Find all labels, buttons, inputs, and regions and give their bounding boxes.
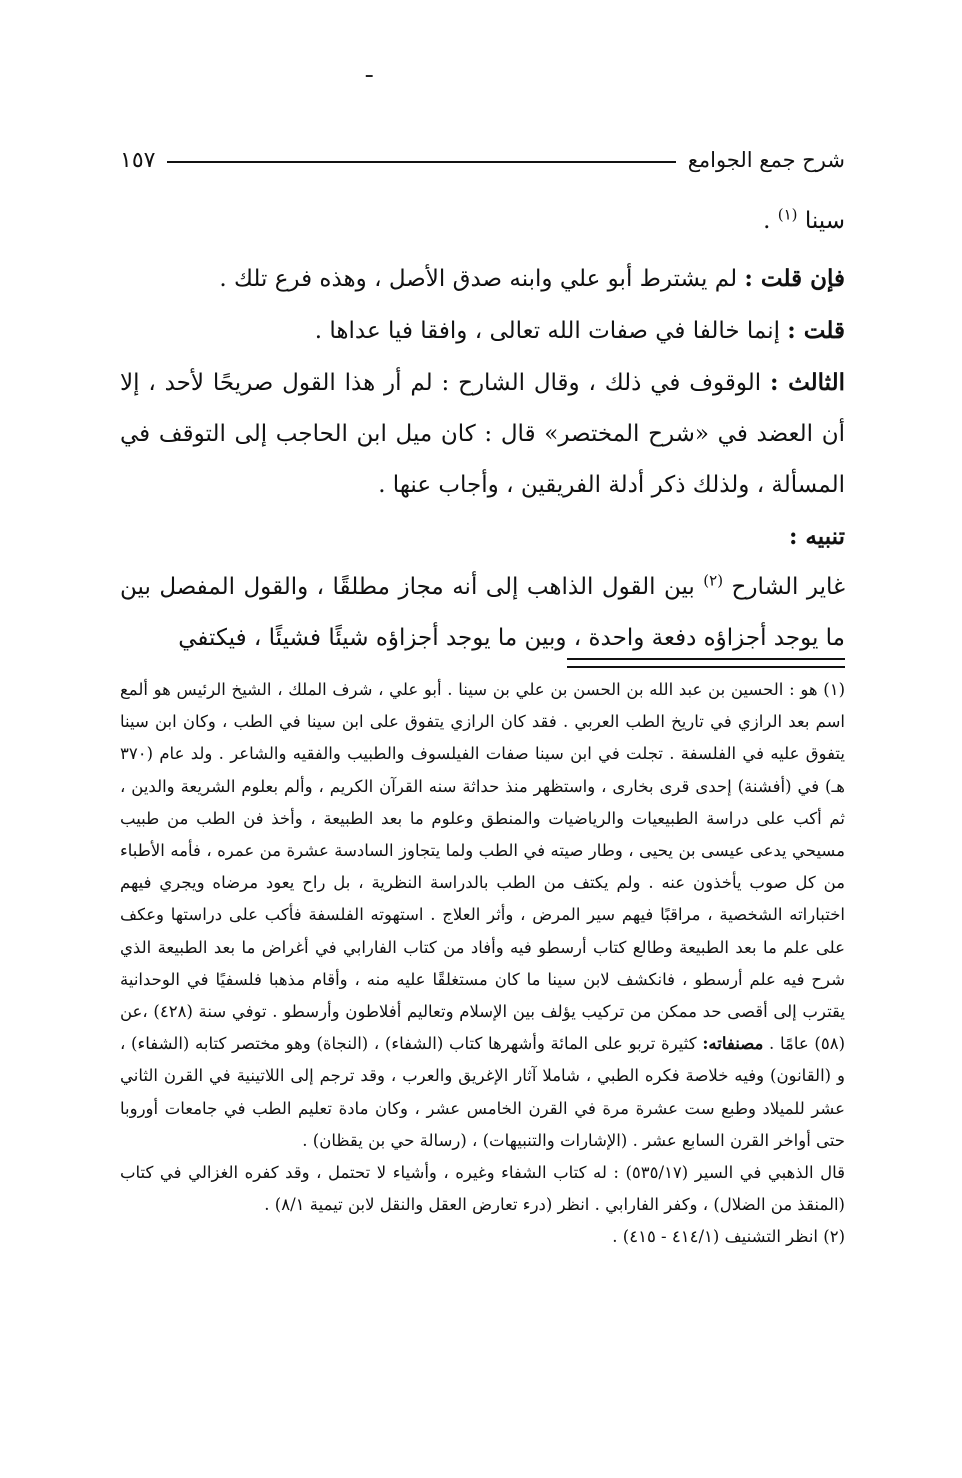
section-heading: تنبيه : (788, 523, 845, 550)
footnote-ref-1: (١) (777, 205, 798, 224)
footnote-ref-2: (٢) (703, 571, 724, 590)
footnote-1-text-a: (١) هو : الحسين بن عبد الله بن الحسن بن علي بن سينا . أبو علي ، شرف الملك ، الشيخ الرئيس هو ألمع اسم بعد الرازي في تاريخ الطب العربي . فقد كان الرازي يتفوق على ابن سينا في الطب ، وكان ابن سينا يتفوق عليه في الفلسفة . تجلت في ابن سينا صفات الفيلسوف والطبيب والفقيه والشاعر . ولد عام (٣٧٠ هـ) في (أفشنة) إحدى قرى بخارى ، واستظهر منذ حداثة سنه القرآن الكريم ، وألم بعلوم الشريعة والدين ، ثم أكب على دراسة الطبيعيات والرياضيات والمنطق وعلوم ما بعد الطبيعة ، وأخذ فن الطب من طبيب مسيحي يدعى عيسى بن يحيى ، وطار صيته في الطب ولما يتجاوز السادسة عشرة من عمره ، فأمه الأطباء من كل صوب يأخذون عنه . ولم يكتف من الطب بالدراسة النظرية ، بل راح يعود مرضاه ويجري فيهم اختباراته الشخصية ، مراقبًا فيهم سير المرض ، وأثر العلاج . استهوته الفلسفة فأكب على دراستها وعكف على علم ما بعد الطبيعة وطالع كتاب أرسطو فيه وأفاد من كتاب الفارابي في أغراض ما بعد الطبيعة الذي شرح فيه علم أرسطو ، فانكشف لابن سينا ما كان مستغلقًا عليه منه ، وأقام مذهبا فلسفيًا في الوحدانية يقترب إلى أقصى حد ممكن من تركيب يؤلف بين الإسلام وتعاليم أفلاطون وأرسطو . توفي سنة (٤٢٨) ،عن (٥٨) عامًا . (120, 680, 845, 1054)
paragraph-2-text: لم يشترط أبو علي وابنه صدق الأصل ، وهذه فرع تلك . (219, 266, 738, 292)
paragraph-1-tail: . (763, 208, 771, 234)
footnotes (120, 674, 845, 1254)
paragraph-1-text: سينا (804, 208, 845, 234)
paragraph-6-text-a: غاير الشارح (731, 574, 845, 600)
footnote-separator (567, 658, 845, 668)
paragraph-6 (120, 562, 845, 664)
paragraph-2-label: فإن قلت : (744, 265, 845, 292)
paragraph-4-label: الثالث : (770, 369, 846, 396)
paragraph-6-text-b: بين القول الذاهب إلى أنه مجاز مطلقًا ، والقول المفصل بين ما يوجد أجزاؤه دفعة واحدة ، وبين ما يوجد أجزاؤه شيئًا فشيئًا ، فيكتفي (120, 574, 845, 651)
paragraph-4 (120, 357, 845, 511)
footnote-2: (٢) انظر التشنيف (٤١٤/١ - ٤١٥) . (612, 1227, 845, 1247)
paragraph-3 (120, 305, 845, 357)
paragraph-2 (120, 253, 845, 305)
footnote-1-continued: قال الذهبي في السير (٥٣٥/١٧) : له كتاب الشفاء وغيره ، وأشياء لا تحتمل ، وقد كفره الغزالي في كتاب (المنقذ من الضلال) ، وكفر الفارابي . انظر (درء تعارض العقل والنقل لابن تيمية ٨/١) . (120, 1163, 845, 1215)
footnote-1-label: مصنفاته: (702, 1034, 764, 1054)
header-rule (167, 161, 675, 163)
footnote-1 (120, 674, 845, 1157)
paragraph-3-text: إنما خالفا في صفات الله تعالى ، وافقا فيا عداها . (314, 318, 780, 344)
running-header (120, 140, 845, 180)
paragraph-3-label: قلت : (787, 317, 845, 344)
header-title: شرح جمع الجوامع (687, 148, 845, 172)
page-number: ١٥٧ (120, 147, 156, 173)
ornament-mark: ـ (366, 58, 373, 83)
paragraph-4-text: الوقوف في ذلك ، وقال الشارح : لم أر هذا القول صريحًا لأحد ، إلا أن العضد في «شرح المختصر» قال : كان ميل ابن الحاجب إلى التوقف في المسألة ، ولذلك ذكر أدلة الفريقين ، وأجاب عنها . (120, 370, 845, 498)
footnote-1-text-b: كثيرة تربو على المائة وأشهرها كتاب (الشفاء) ، (النجاة) وهو مختصر كتابه (الشفاء) ، و (القانون) وفيه خلاصة فكره الطبي ، شاملا آثار الإغريق والعرب ، وقد ترجم إلى اللاتينية في القرن الثاني عشر للميلاد وطبع ست عشرة مرة في القرن الخامس عشر ، وكان مادة تعليم الطب في جامعات أوروبا حتى أواخر القرن السابع عشر . (الإشارات والتنبيهات) ، (رسالة حي بن يقظان) . (120, 1034, 846, 1150)
main-text (120, 196, 845, 664)
paragraph-1 (120, 196, 845, 247)
